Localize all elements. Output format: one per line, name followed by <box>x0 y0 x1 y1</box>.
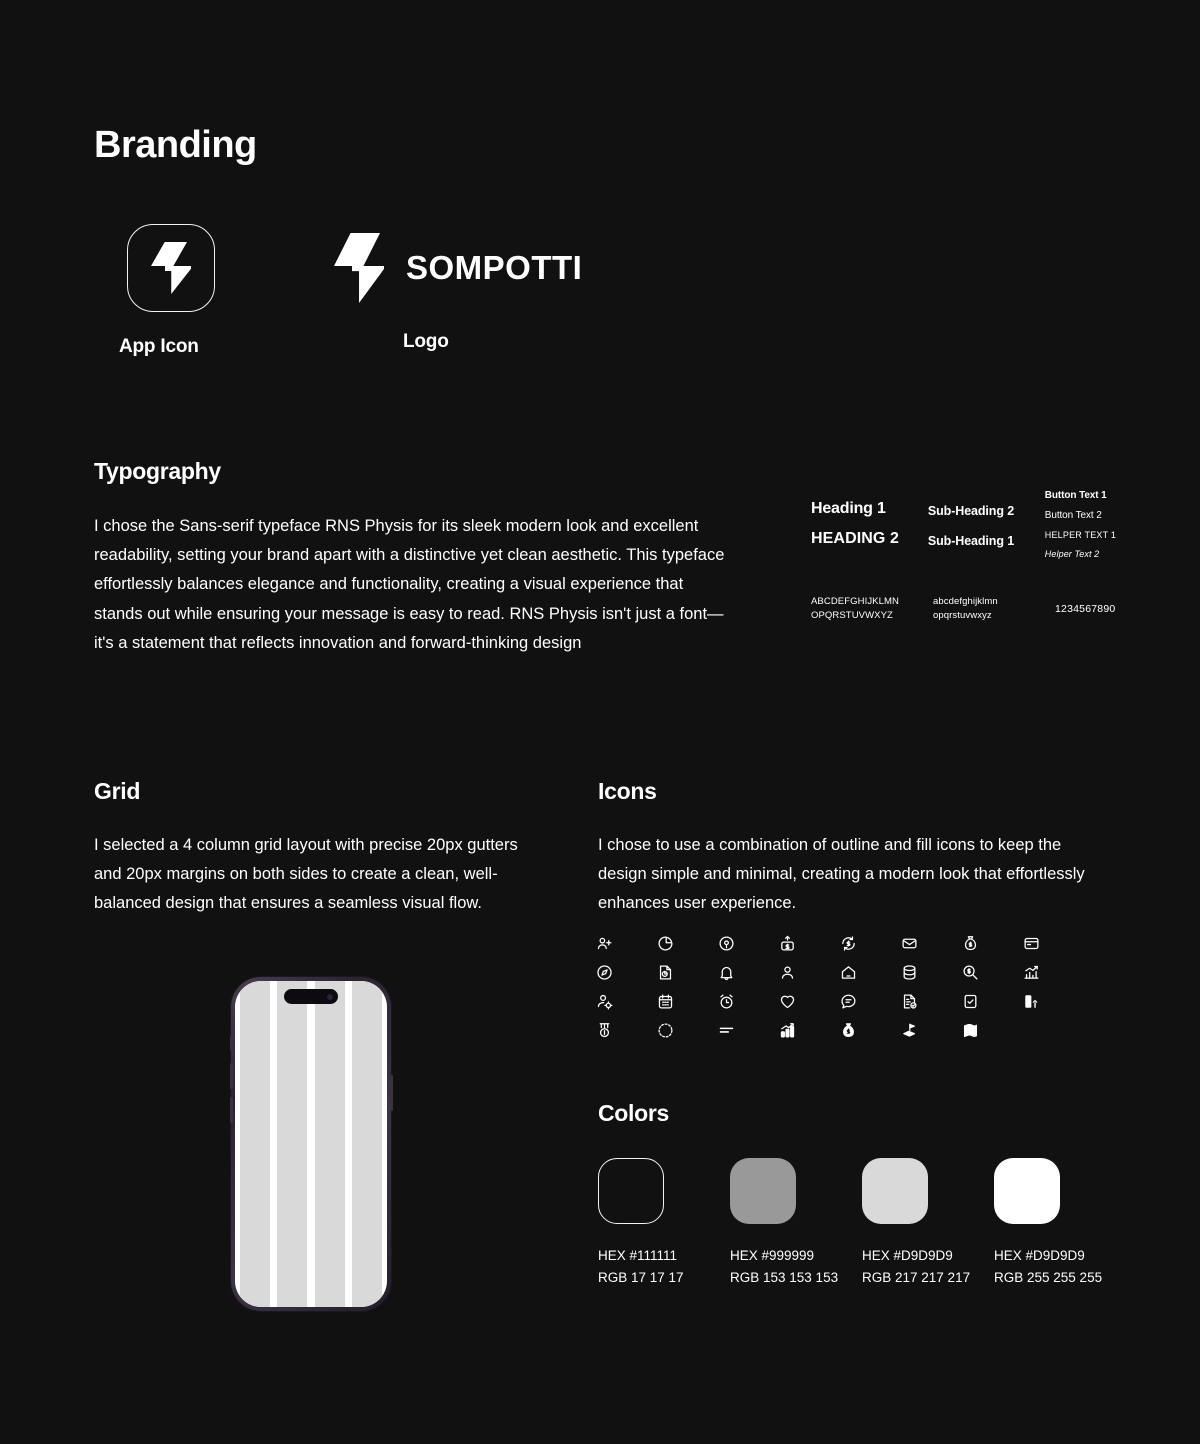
type-specimen <box>811 490 1131 559</box>
color-swatch-box <box>598 1158 664 1224</box>
document-check-icon <box>901 992 962 1010</box>
alarm-clock-icon <box>718 992 779 1010</box>
user-icon <box>779 963 840 981</box>
user-add-icon <box>596 934 657 952</box>
color-rgb-label: RGB 17 17 17 <box>598 1270 684 1285</box>
color-rgb-label: RGB 217 217 217 <box>862 1270 971 1285</box>
color-hex-label: HEX #D9D9D9 <box>862 1248 953 1263</box>
color-swatch-item <box>994 1158 1103 1289</box>
phone-grid-mockup <box>231 977 391 1311</box>
specimen-helper-text-1: HELPER TEXT 1 <box>1044 530 1117 540</box>
phone-volume-up-button <box>230 1063 233 1089</box>
check-circle-dashed-icon <box>657 1021 718 1039</box>
icons-body: I chose to use a combination of outline and fill icons to keep the design simple and minimal, creating a modern look that effortlessly enhances user experience. <box>598 836 1085 913</box>
grid-heading: Grid <box>94 778 141 804</box>
specimen-uppercase-line-1: ABCDEFGHIJKLMN <box>811 596 899 607</box>
app-icon-squircle <box>127 224 215 312</box>
calendar-icon <box>657 992 718 1010</box>
user-settings-icon <box>596 992 657 1010</box>
home-icon <box>840 963 901 981</box>
bolt-logo-icon <box>334 233 384 303</box>
colors-section <box>598 1100 669 1127</box>
search-dollar-icon <box>962 963 1023 981</box>
color-swatch-item <box>730 1158 839 1289</box>
specimen-helper-text-2: Helper Text 2 <box>1044 549 1100 559</box>
building-chart-icon <box>1023 992 1084 1010</box>
database-icon <box>901 963 962 981</box>
money-bag-filled-icon <box>840 1021 901 1039</box>
specimen-lowercase-line-2: opqrstuvwxyz <box>933 609 992 621</box>
color-hex-label: HEX #999999 <box>730 1248 815 1263</box>
grid-section <box>94 778 564 919</box>
specimen-button-text-2: Button Text 2 <box>1044 510 1102 521</box>
icon-grid <box>596 934 1084 1039</box>
type-specimen-alphabet <box>811 595 1145 623</box>
bell-icon <box>718 963 779 981</box>
specimen-numerals: 1234567890 <box>1055 603 1116 615</box>
pie-chart-icon <box>657 934 718 952</box>
specimen-heading-2: HEADING 2 <box>811 530 900 547</box>
chart-growth-icon <box>1023 963 1084 981</box>
typography-section <box>94 458 734 658</box>
colors-heading: Colors <box>598 1100 670 1126</box>
medal-icon <box>596 1021 657 1039</box>
color-rgb-label: RGB 153 153 153 <box>730 1270 839 1285</box>
specimen-uppercase-line-2: OPQRSTUVWXYZ <box>811 609 893 621</box>
phone-power-button <box>390 1075 393 1111</box>
bolt-logo-icon <box>149 242 193 294</box>
phone-volume-down-button <box>230 1097 233 1123</box>
page-title: Branding <box>94 124 257 166</box>
specimen-button-text-1: Button Text 1 <box>1044 490 1107 501</box>
color-rgb-label: RGB 255 255 255 <box>994 1270 1103 1285</box>
document-chart-icon <box>657 963 718 981</box>
color-swatch-row <box>598 1158 1103 1289</box>
specimen-heading-1: Heading 1 <box>811 500 886 517</box>
currency-refresh-icon <box>840 934 901 952</box>
grid-column <box>240 981 270 1307</box>
money-upload-icon <box>779 934 840 952</box>
color-swatch-item <box>598 1158 684 1289</box>
grid-body: I selected a 4 column grid layout with precise 20px gutters and 20px margins on both sides to create a clean, well-balanced design that ensures a seamless visual flow. <box>94 836 518 913</box>
color-swatch-box <box>994 1158 1060 1224</box>
grid-column <box>352 981 382 1307</box>
map-book-filled-icon <box>962 1021 1023 1039</box>
specimen-sub-heading-2: Sub-Heading 2 <box>927 504 1015 518</box>
logo-label: Logo <box>403 331 449 352</box>
icons-heading: Icons <box>598 778 657 804</box>
color-swatch-box <box>730 1158 796 1224</box>
color-swatch-item <box>862 1158 971 1289</box>
app-icon-preview <box>127 224 215 312</box>
wordmark: SOMPOTTI <box>406 249 583 286</box>
typography-body: I chose the Sans-serif typeface RNS Physis for its sleek modern look and excellent readability, setting your brand apart with a distinctive yet clean aesthetic. This typeface effortlessly balances elegance and functionality, creating a visual experience that stands out while ensuring your message is easy to read. RNS Physis isn't just a font—it's a statement that reflects innovation and forward-thinking design <box>94 517 725 652</box>
heart-icon <box>779 992 840 1010</box>
money-bag-outline-icon <box>962 934 1023 952</box>
mail-icon <box>901 934 962 952</box>
flag-filled-icon <box>901 1021 962 1039</box>
specimen-lowercase-line-1: abcdefghijklmn <box>933 596 998 607</box>
compass-icon <box>596 963 657 981</box>
app-icon-label: App Icon <box>119 336 199 357</box>
bar-chart-filled-icon <box>779 1021 840 1039</box>
grid-column <box>315 981 345 1307</box>
color-swatch-box <box>862 1158 928 1224</box>
phone-mute-switch <box>230 1035 233 1051</box>
clipboard-check-icon <box>962 992 1023 1010</box>
color-hex-label: HEX #111111 <box>598 1248 678 1263</box>
location-pin-icon <box>718 934 779 952</box>
wallet-icon <box>1023 934 1084 952</box>
typography-heading: Typography <box>94 458 221 484</box>
menu-lines-icon <box>718 1021 779 1039</box>
dynamic-island <box>284 989 338 1004</box>
chat-bubble-icon <box>840 992 901 1010</box>
phone-screen <box>235 981 387 1307</box>
grid-column <box>277 981 307 1307</box>
icons-section <box>598 778 1118 919</box>
logo-lockup <box>334 233 582 303</box>
color-hex-label: HEX #D9D9D9 <box>994 1248 1085 1263</box>
specimen-sub-heading-1: Sub-Heading 1 <box>927 534 1015 548</box>
